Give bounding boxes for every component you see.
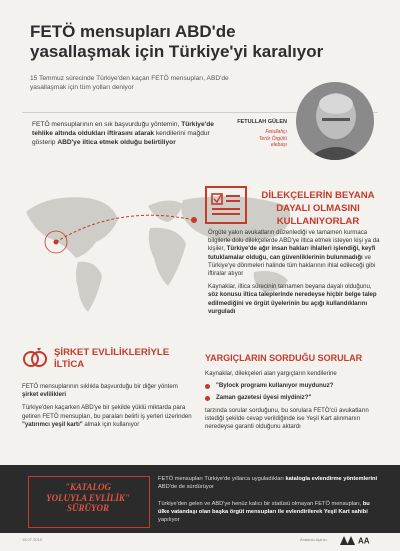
subtitle: 15 Temmuz sürecinde Türkiye'den kaçan FETÖ mensupları, ABD'de yasallaşmak için tüm yolları deniyor bbox=[30, 75, 229, 91]
aa-logo-text: AA bbox=[358, 536, 370, 546]
intro-bold-1: Türkiye'de tehlike altında oldukları iftirasını atarak bbox=[32, 121, 214, 138]
question-2-text: Zaman gazetesi üyesi miydiniz?" bbox=[216, 394, 312, 402]
document-icon bbox=[205, 186, 247, 224]
question-1 bbox=[205, 382, 380, 390]
bullet-icon bbox=[205, 384, 210, 389]
dilekce-p1-a: Örgüte yakın avukatların düzenlediği ve tamamen kurmaca bilgilerle dolu dilekçelerde ABD'ye iltica etmek isteyen kişi ya da kişiler, bbox=[208, 229, 380, 253]
banner-text-2 bbox=[158, 501, 380, 524]
banner-r2-c: yapılıyor bbox=[158, 516, 180, 523]
portrait-desc-2: Terör Örgütü bbox=[258, 135, 287, 142]
banner-title bbox=[34, 482, 142, 514]
dilekce-body bbox=[208, 229, 380, 321]
dilekce-p1 bbox=[208, 229, 380, 278]
dilekce-p1-b: Türkiye'de ağır insan hakları ihlalleri işlendiği, keyfi tutuklamalar olduğu, can güvenliklerinin bulunmadığı bbox=[208, 245, 376, 261]
yargic-lead: Kaynaklar, dilekçeleri alan yargıçların kendilerine bbox=[205, 370, 337, 377]
aa-logo bbox=[338, 533, 382, 545]
sirket-p2-c: almak için kullanıyor bbox=[84, 420, 140, 428]
banner-r2-b: bu ülke vatandaşı olan başka örgüt mensupları ile evlendirilerek Yeşil Kart sahibi bbox=[158, 501, 370, 515]
intro-bold-2: ABD'ye iltica etmek olduğu belirtiliyor bbox=[57, 139, 176, 147]
sirket-p1-a: FETÖ mensuplarının sıklıkla başvurduğu bir diğer yöntem bbox=[22, 383, 178, 390]
banner-r1-a: FETÖ mensupları Türkiye'de yıllarca uyguladıkları bbox=[158, 476, 284, 482]
title-line-2: yasallaşmak için Türkiye'yi karalıyor bbox=[30, 42, 324, 61]
question-1-text: "Bylock programı kullanıyor muydunuz? bbox=[216, 382, 334, 390]
title-line-1: FETÖ mensupları ABD'de bbox=[30, 22, 236, 41]
question-2 bbox=[205, 394, 380, 402]
page-title bbox=[30, 22, 370, 62]
banner-text-1 bbox=[158, 476, 380, 492]
banner-r2-a: Türkiye'den gelen ve ABD'ye henüz kalıcı bir statüsü olmayan FETÖ mensupları, bbox=[158, 501, 362, 507]
sirket-p1 bbox=[22, 383, 194, 399]
dilekce-p2-b: söz konusu iltica taleplerinde neredeyse hiçbir belge talep edilmediğini ve örgüt üyelerinin bu açığı kullandıklarını vurguladı bbox=[208, 291, 377, 315]
portrait-name: FETULLAH GÜLEN bbox=[237, 119, 287, 125]
dilekce-p2-a: Kaynaklar, iltica sürecinin tamamen beyana dayalı olduğunu, bbox=[208, 283, 372, 291]
portrait-desc-3: elebaşı bbox=[270, 142, 287, 148]
banner-r1-c: ABD'de de sürdürüyor bbox=[158, 483, 214, 490]
intro-text bbox=[32, 120, 230, 148]
dilekce-p2 bbox=[208, 283, 380, 316]
sirket-p2-a: Türkiye'den kaçarken ABD'ye bir şekilde yüklü miktarda para getiren FETÖ mensupları, bu paraları belirli iş yerleri üzerinden bbox=[22, 404, 192, 420]
sirket-body bbox=[22, 383, 194, 434]
banner-r1-b: katalogla evlendirme yöntemlerini bbox=[285, 476, 378, 482]
source: Anadolu Ajansı bbox=[300, 537, 327, 542]
dilekce-p1-c: ve Türkiye'ye dönmeleri halinde tüm haklarının ihlal edileceği gibi iftiralar atıyor bbox=[208, 253, 376, 278]
banner-title-1: "KATALOG bbox=[64, 482, 111, 492]
banner-title-2: YOLUYLA EVLİLİK" bbox=[46, 492, 130, 503]
gulen-portrait bbox=[296, 82, 374, 160]
rings-icon bbox=[22, 345, 48, 369]
portrait-desc-1: Fetullahçı bbox=[265, 129, 287, 135]
yargic-body bbox=[205, 370, 380, 431]
sirket-p2-b: "yatırımcı yeşil kartı" bbox=[22, 420, 83, 428]
sirket-title: ŞİRKET EVLİLİKLERİYLE İLTİCA bbox=[54, 347, 170, 370]
intro-text-2: kendilerini mağdur gösterip bbox=[32, 130, 210, 147]
date: 15.07.2019 bbox=[22, 537, 43, 542]
sirket-p1-b: şirket evlilikleri bbox=[22, 391, 67, 399]
banner-title-3: SÜRÜYOR bbox=[66, 503, 109, 513]
bullet-icon bbox=[205, 396, 210, 401]
intro-text-1: FETÖ mensuplarının en sık başvurduğu yöntemin, bbox=[32, 121, 180, 128]
dilekce-title: DİLEKÇELERİN BEYANA DAYALI OLMASINI KULLANIYORLAR bbox=[261, 190, 375, 227]
portrait-desc bbox=[231, 129, 287, 149]
yargic-tail: tarzında sorular sorduğunu, bu sorulara FETÖ'cü avukatların istediği şekilde cevap verildiğinde ise Yeşil Kart alınmanın neredeyse garanti olduğunu aktardı bbox=[205, 406, 369, 431]
sirket-p2 bbox=[22, 404, 194, 429]
yargic-title: YARGIÇLARIN SORDUĞU SORULAR bbox=[205, 353, 363, 363]
